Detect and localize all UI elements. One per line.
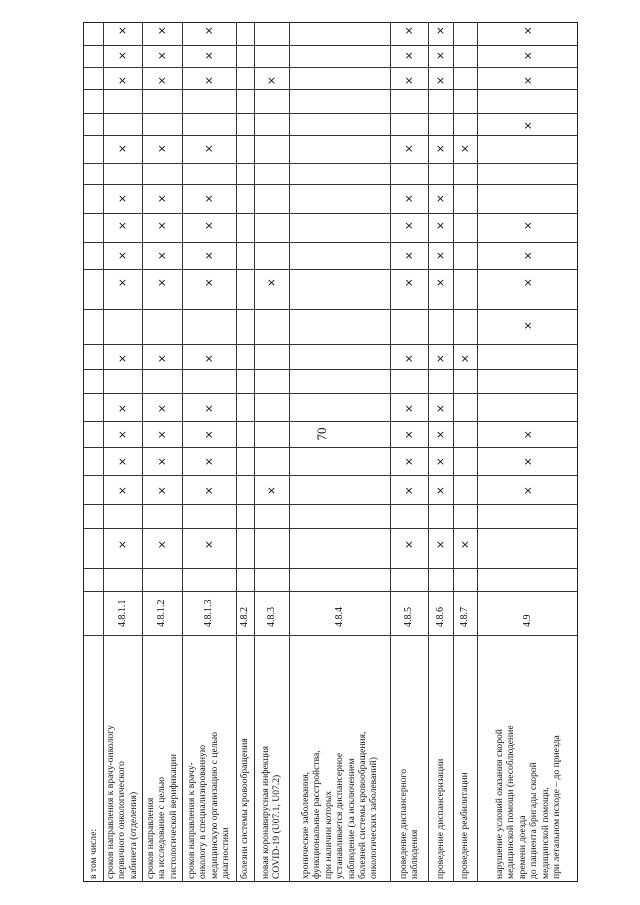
cross-mark-icon: × xyxy=(117,249,128,262)
cross-mark-icon: × xyxy=(435,192,446,205)
cross-mark-icon: × xyxy=(117,192,128,205)
cross-mark-icon: × xyxy=(204,484,214,497)
row-separator xyxy=(254,23,255,881)
row-code: 4.8.6 xyxy=(434,607,446,627)
cross-mark-icon: × xyxy=(404,74,414,87)
column-separator xyxy=(84,528,577,529)
cross-mark-icon: × xyxy=(157,142,167,155)
cross-mark-icon: × xyxy=(157,219,167,232)
cross-mark-icon: × xyxy=(157,484,167,497)
row-code: 4.8.1.1 xyxy=(116,599,128,627)
page-number: 70 xyxy=(314,427,329,441)
row-code: 4.8.1.2 xyxy=(156,599,167,627)
cross-mark-icon: × xyxy=(523,249,533,262)
cross-mark-icon: × xyxy=(204,276,214,289)
cross-mark-icon: × xyxy=(435,74,446,87)
cross-mark-icon: × xyxy=(404,538,414,551)
row-separator xyxy=(390,23,391,881)
cross-mark-icon: × xyxy=(435,219,446,232)
row-label: новая коронавирусная инфекция COVID-19 (U07.1, U07.2) xyxy=(260,745,283,879)
cross-mark-icon: × xyxy=(117,142,128,155)
column-separator xyxy=(84,568,577,569)
row-separator xyxy=(477,23,478,881)
row-separator xyxy=(182,23,183,881)
cross-mark-icon: × xyxy=(204,219,214,232)
row-code: 4.8.5 xyxy=(403,607,414,627)
cross-mark-icon: × xyxy=(157,402,167,415)
document-table xyxy=(83,22,578,882)
cross-mark-icon: × xyxy=(404,352,414,365)
cross-mark-icon: × xyxy=(204,49,214,62)
cross-mark-icon: × xyxy=(157,428,167,441)
cross-mark-icon: × xyxy=(435,249,446,262)
cross-mark-icon: × xyxy=(157,74,167,87)
column-separator xyxy=(84,113,577,114)
cross-mark-icon: × xyxy=(435,49,446,62)
cross-mark-icon: × xyxy=(117,352,128,365)
row-label: проведение реабилитации xyxy=(459,772,471,879)
cross-mark-icon: × xyxy=(117,24,128,37)
cross-mark-icon: × xyxy=(204,249,214,262)
column-separator xyxy=(84,447,577,448)
cross-mark-icon: × xyxy=(204,538,214,551)
cross-mark-icon: × xyxy=(117,276,128,289)
row-label: сроков направления к врачу-онкологу первичного онкологического кабинета (отделения) xyxy=(105,725,140,879)
column-separator xyxy=(84,393,577,394)
column-separator xyxy=(84,67,577,68)
cross-mark-icon: × xyxy=(404,428,414,441)
row-code: 4.8.7 xyxy=(459,607,470,627)
cross-mark-icon: × xyxy=(204,24,214,37)
cross-mark-icon: × xyxy=(204,352,214,365)
cross-mark-icon: × xyxy=(157,276,167,289)
cross-mark-icon: × xyxy=(157,455,167,468)
cross-mark-icon: × xyxy=(435,142,446,155)
cross-mark-icon: × xyxy=(157,352,167,365)
cross-mark-icon: × xyxy=(117,484,128,497)
cross-mark-icon: × xyxy=(435,538,446,551)
cross-mark-icon: × xyxy=(523,24,533,37)
cross-mark-icon: × xyxy=(435,352,446,365)
row-label: проведение диспансерного наблюдения xyxy=(397,768,420,879)
cross-mark-icon: × xyxy=(404,455,414,468)
cross-mark-icon: × xyxy=(404,276,414,289)
row-label: в том числе: xyxy=(87,828,99,879)
row-separator xyxy=(289,23,290,881)
cross-mark-icon: × xyxy=(523,484,533,497)
cross-mark-icon: × xyxy=(204,402,214,415)
cross-mark-icon: × xyxy=(266,74,277,87)
cross-mark-icon: × xyxy=(117,428,128,441)
cross-mark-icon: × xyxy=(435,24,446,37)
cross-mark-icon: × xyxy=(523,319,533,332)
cross-mark-icon: × xyxy=(435,402,446,415)
row-separator xyxy=(428,23,429,881)
cross-mark-icon: × xyxy=(266,484,277,497)
column-separator xyxy=(84,309,577,310)
column-separator xyxy=(84,369,577,370)
row-code: 4.8.2 xyxy=(239,607,250,627)
row-code: 4.8.1.3 xyxy=(203,599,214,627)
cross-mark-icon: × xyxy=(117,74,128,87)
column-separator xyxy=(84,184,577,185)
cross-mark-icon: × xyxy=(404,142,414,155)
row-separator xyxy=(236,23,237,881)
cross-mark-icon: × xyxy=(404,219,414,232)
cross-mark-icon: × xyxy=(523,455,533,468)
column-separator xyxy=(84,213,577,214)
cross-mark-icon: × xyxy=(204,142,214,155)
column-separator xyxy=(84,269,577,270)
row-label: хронические заболевания, функциональные расстройства, при наличии которых устанавливается диспансерное наблюдение (за исключением болезней системы кровообращения, онкологических заболеваний) xyxy=(299,731,380,879)
row-label: нарушение условий оказания скорой медицинской помощи (несоблюдение времени доезда до пациента бригады скорой медицинской помощи, при летальном исходе – до приезда xyxy=(493,725,562,879)
cross-mark-icon: × xyxy=(204,428,214,441)
cross-mark-icon: × xyxy=(117,455,128,468)
row-code: 4.8.4 xyxy=(333,607,345,627)
row-label: сроков направления на исследование с целью гистологической верификации xyxy=(144,754,179,879)
cross-mark-icon: × xyxy=(435,428,446,441)
column-separator xyxy=(84,45,577,46)
cross-mark-icon: × xyxy=(157,49,167,62)
row-separator xyxy=(453,23,454,881)
cross-mark-icon: × xyxy=(157,24,167,37)
column-separator xyxy=(84,504,577,505)
cross-mark-icon: × xyxy=(204,74,214,87)
cross-mark-icon: × xyxy=(460,142,470,155)
row-label: болезни системы кровообращения xyxy=(239,738,251,879)
cross-mark-icon: × xyxy=(117,49,128,62)
cross-mark-icon: × xyxy=(523,74,533,87)
row-separator xyxy=(103,23,104,881)
cross-mark-icon: × xyxy=(435,484,446,497)
cross-mark-icon: × xyxy=(460,352,470,365)
cross-mark-icon: × xyxy=(523,428,533,441)
cross-mark-icon: × xyxy=(204,192,214,205)
column-separator xyxy=(84,591,577,592)
cross-mark-icon: × xyxy=(117,402,128,415)
cross-mark-icon: × xyxy=(523,119,533,132)
cross-mark-icon: × xyxy=(404,49,414,62)
column-separator xyxy=(84,344,577,345)
column-separator xyxy=(84,163,577,164)
column-separator xyxy=(84,475,577,476)
cross-mark-icon: × xyxy=(117,219,128,232)
cross-mark-icon: × xyxy=(157,192,167,205)
cross-mark-icon: × xyxy=(404,484,414,497)
row-code: 4.8.3 xyxy=(265,607,277,627)
column-separator xyxy=(84,242,577,243)
row-code: 4.9 xyxy=(522,614,533,627)
cross-mark-icon: × xyxy=(435,455,446,468)
cross-mark-icon: × xyxy=(460,538,470,551)
cross-mark-icon: × xyxy=(435,276,446,289)
cross-mark-icon: × xyxy=(523,219,533,232)
row-separator xyxy=(142,23,143,881)
cross-mark-icon: × xyxy=(266,276,277,289)
column-separator xyxy=(84,635,577,636)
column-separator xyxy=(84,421,577,422)
cross-mark-icon: × xyxy=(157,538,167,551)
column-separator xyxy=(84,89,577,90)
cross-mark-icon: × xyxy=(404,24,414,37)
cross-mark-icon: × xyxy=(404,192,414,205)
cross-mark-icon: × xyxy=(404,402,414,415)
row-label: сроков направления к врачу- онкологу в специализированную медицинскую организацию с целью диагностики xyxy=(186,731,232,879)
cross-mark-icon: × xyxy=(404,249,414,262)
cross-mark-icon: × xyxy=(157,249,167,262)
row-label: проведение диспансеризации xyxy=(434,758,446,879)
cross-mark-icon: × xyxy=(523,49,533,62)
cross-mark-icon: × xyxy=(204,455,214,468)
cross-mark-icon: × xyxy=(117,538,128,551)
column-separator xyxy=(84,135,577,136)
cross-mark-icon: × xyxy=(523,276,533,289)
